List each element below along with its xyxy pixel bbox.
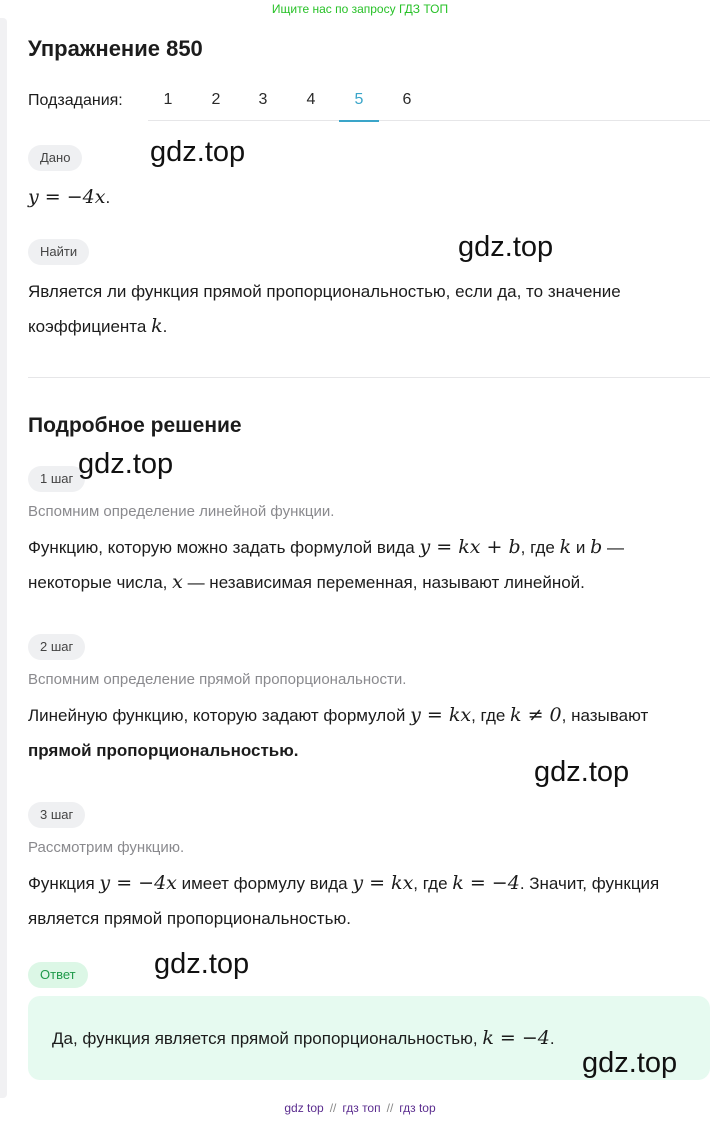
step-2-period: .: [293, 741, 299, 760]
footer-link-2[interactable]: гдз топ: [342, 1101, 381, 1115]
step-1-text-d: —: [602, 538, 624, 557]
solution-heading: Подробное решение: [28, 414, 242, 437]
step-2-text-a: Линейную функцию, которую задают формулой: [28, 706, 411, 725]
step-2-line-1: [28, 698, 698, 733]
step-1-text-c: и: [571, 538, 591, 557]
tab-label: 1: [163, 91, 173, 108]
step-2-formula: y = kx: [410, 704, 472, 726]
step-3-formula: y = −4x: [99, 872, 177, 894]
find-badge: Найти: [28, 239, 89, 265]
exercise-card: [28, 0, 710, 1100]
watermark: gdz.top: [582, 1047, 678, 1079]
watermark: gdz.top: [78, 448, 174, 480]
tab-subtask-5[interactable]: [339, 88, 379, 122]
tab-subtask-1[interactable]: [148, 88, 188, 122]
watermark: gdz.top: [150, 136, 246, 168]
active-tab-indicator: [339, 120, 379, 122]
step-1-k-var: k: [559, 536, 572, 558]
step-3-hint: Рассмотрим функцию.: [28, 839, 185, 856]
step-1-line-2: [28, 565, 698, 600]
step-2-text-c: , называют: [561, 706, 649, 725]
find-line-2-suffix: .: [162, 317, 168, 336]
step-1-hint: Вспомним определение линейной функции.: [28, 503, 335, 520]
footer-link-1[interactable]: gdz top: [284, 1101, 324, 1115]
step-1-line-1: [28, 530, 698, 565]
top-promo-banner[interactable]: Ищите нас по запросу ГДЗ ТОП: [271, 2, 449, 16]
find-k-var: k: [151, 315, 163, 337]
answer-period: .: [549, 1029, 555, 1048]
answer-badge: Ответ: [28, 962, 88, 988]
tab-subtask-2[interactable]: [196, 88, 236, 122]
tab-label: 3: [258, 91, 268, 108]
watermark: gdz.top: [534, 756, 630, 788]
given-badge: Дано: [28, 145, 82, 171]
step-3-text-d: . Значит, функция: [519, 874, 660, 893]
step-3-text-a: Функция: [28, 874, 100, 893]
left-rail: [0, 18, 7, 1098]
step-2-text-b: , где: [471, 706, 511, 725]
given-formula: y = −4x: [28, 186, 106, 208]
step-3-text-c: , где: [413, 874, 453, 893]
watermark: gdz.top: [458, 231, 554, 263]
step-3-k-value: k = −4: [452, 872, 520, 894]
step-2-hint: Вспомним определение прямой пропорциональности.: [28, 671, 407, 688]
tab-label: 4: [306, 91, 316, 108]
step-3-text: [28, 866, 698, 936]
step-1-text-e: некоторые числа,: [28, 573, 173, 592]
step-3-badge: 3 шаг: [28, 802, 85, 828]
given-period: .: [105, 188, 111, 207]
step-1-text-a: Функцию, которую можно задать формулой вида: [28, 538, 420, 557]
step-3-general-formula: y = kx: [352, 872, 414, 894]
step-3-line-1: [28, 866, 698, 901]
tab-subtask-4[interactable]: [291, 88, 331, 122]
answer-text-main: Да, функция является прямой пропорциональностью,: [52, 1029, 483, 1048]
answer-text: [52, 1020, 555, 1057]
footer-separator: //: [386, 1101, 394, 1115]
find-line-2-prefix: коэффициента: [28, 317, 152, 336]
step-3-line-2: является прямой пропорциональностью.: [28, 909, 351, 928]
given-text: [28, 180, 698, 215]
find-text: [28, 274, 698, 344]
answer-formula: k = −4: [482, 1027, 550, 1049]
step-2-condition: k ≠ 0: [510, 704, 562, 726]
tab-label: 5: [354, 91, 364, 108]
section-divider: [28, 377, 710, 378]
step-1-text-b: , где: [520, 538, 560, 557]
step-1-b-var: b: [590, 536, 603, 558]
step-1-text: [28, 530, 698, 600]
find-line-2: [28, 309, 698, 344]
footer-links: [0, 1101, 720, 1115]
step-2-badge: 2 шаг: [28, 634, 85, 660]
watermark: gdz.top: [154, 948, 250, 980]
step-1-formula: y = kx + b: [419, 536, 521, 558]
step-1-x-var: x: [172, 571, 183, 593]
subtasks-label: Подзадания:: [28, 92, 123, 109]
step-3-text-b: имеет формулу вида: [176, 874, 353, 893]
page-title: Упражнение 850: [28, 36, 203, 61]
subtasks-nav: [28, 88, 710, 122]
tab-label: 6: [402, 91, 412, 108]
tab-label: 2: [211, 91, 221, 108]
find-line-1: Является ли функция прямой пропорциональностью, если да, то значение: [28, 282, 621, 301]
tab-subtask-6[interactable]: [387, 88, 427, 122]
footer-link-3[interactable]: гдз top: [399, 1101, 436, 1115]
step-2-term: прямой пропорциональностью: [28, 741, 294, 760]
step-1-text-f: — независимая переменная, называют линейной.: [182, 573, 585, 592]
tab-subtask-3[interactable]: [243, 88, 283, 122]
step-1-badge: 1 шаг: [28, 466, 85, 492]
footer-separator: //: [329, 1101, 337, 1115]
